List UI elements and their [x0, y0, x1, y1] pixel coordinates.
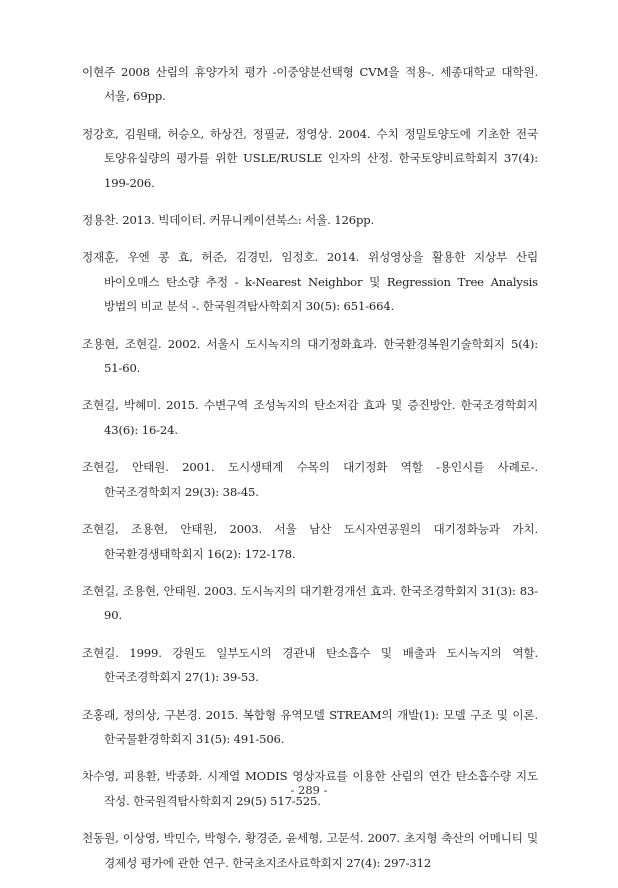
reference-entry: 천동원, 이상영, 박민수, 박형수, 황경준, 윤세형, 고문석. 2007. 초지형 축산의 어메니티 및 경제성 평가에 관한 연구. 한국초지조사료학회지 27(4): 297-312	[82, 831, 538, 870]
reference-entry: 조현길. 1999. 강원도 일부도시의 경관내 탄소흡수 및 배출과 도시녹지의 역할. 한국조경학회지 27(1): 39-53.	[82, 645, 538, 685]
reference-entry: 차수영, 피용환, 박종화. 시계열 MODIS 영상자료를 이용한 산림의 연간 탄소흡수량 지도 작성. 한국원격탐사학회지 29(5) 517-525.	[82, 769, 538, 808]
reference-entry: 정재훈, 우엔 콩 효, 허준, 김경민, 임정호. 2014. 위성영상을 활용한 지상부 산림 바이오매스 탄소량 추정 - k-Nearest Neighbor 및 Regression Tree Analysis 방법의 비교 분석 -. 한국원격탐사학회지 30(5): 651-664.	[82, 250, 538, 314]
reference-list	[82, 60, 538, 888]
reference-entry: 정용찬. 2013. 빅데이터. 커뮤니케이션북스: 서울. 126pp.	[82, 213, 375, 228]
page-number: - 289 -	[290, 783, 328, 797]
reference-entry: 조용현, 조현길. 2002. 서울시 도시녹지의 대기정화효과. 한국환경복원기술학회지 5(4): 51-60.	[82, 336, 538, 376]
reference-entry: 조현길, 조용현, 안태원. 2003. 도시녹지의 대기환경개선 효과. 한국조경학회지 31(3): 83-90.	[82, 583, 538, 623]
reference-entry: 조현길, 안태원. 2001. 도시생태계 수목의 대기정화 역할 -용인시를 사례로-. 한국조경학회지 29(3): 38-45.	[82, 460, 538, 499]
reference-entry: 이현주 2008 산림의 휴양가치 평가 -이중양분선택형 CVM을 적용-. 세종대학교 대학원. 서울, 69pp.	[82, 65, 538, 104]
reference-entry: 조현길, 조용현, 안태원, 2003. 서울 남산 도시자연공원의 대기정화능과 가치. 한국환경생태학회지 16(2): 172-178.	[82, 522, 538, 561]
reference-entry: 정강호, 김원태, 허승오, 하상건, 정필균, 정영상. 2004. 수치 정밀토양도에 기초한 전국 토양유실량의 평가를 위한 USLE/RUSLE 인자의 산정. 한국토양비료학회지 37(4): 199-206.	[82, 126, 538, 190]
reference-entry: 조현길, 박혜미. 2015. 수변구역 조성녹지의 탄소저감 효과 및 증진방안. 한국조경학회지 43(6): 16-24.	[82, 398, 538, 437]
reference-entry: 조홍래, 정의상, 구본경. 2015. 복합형 유역모델 STREAM의 개발(1): 모델 구조 및 이론. 한국물환경학회지 31(5): 491-506.	[82, 707, 538, 746]
